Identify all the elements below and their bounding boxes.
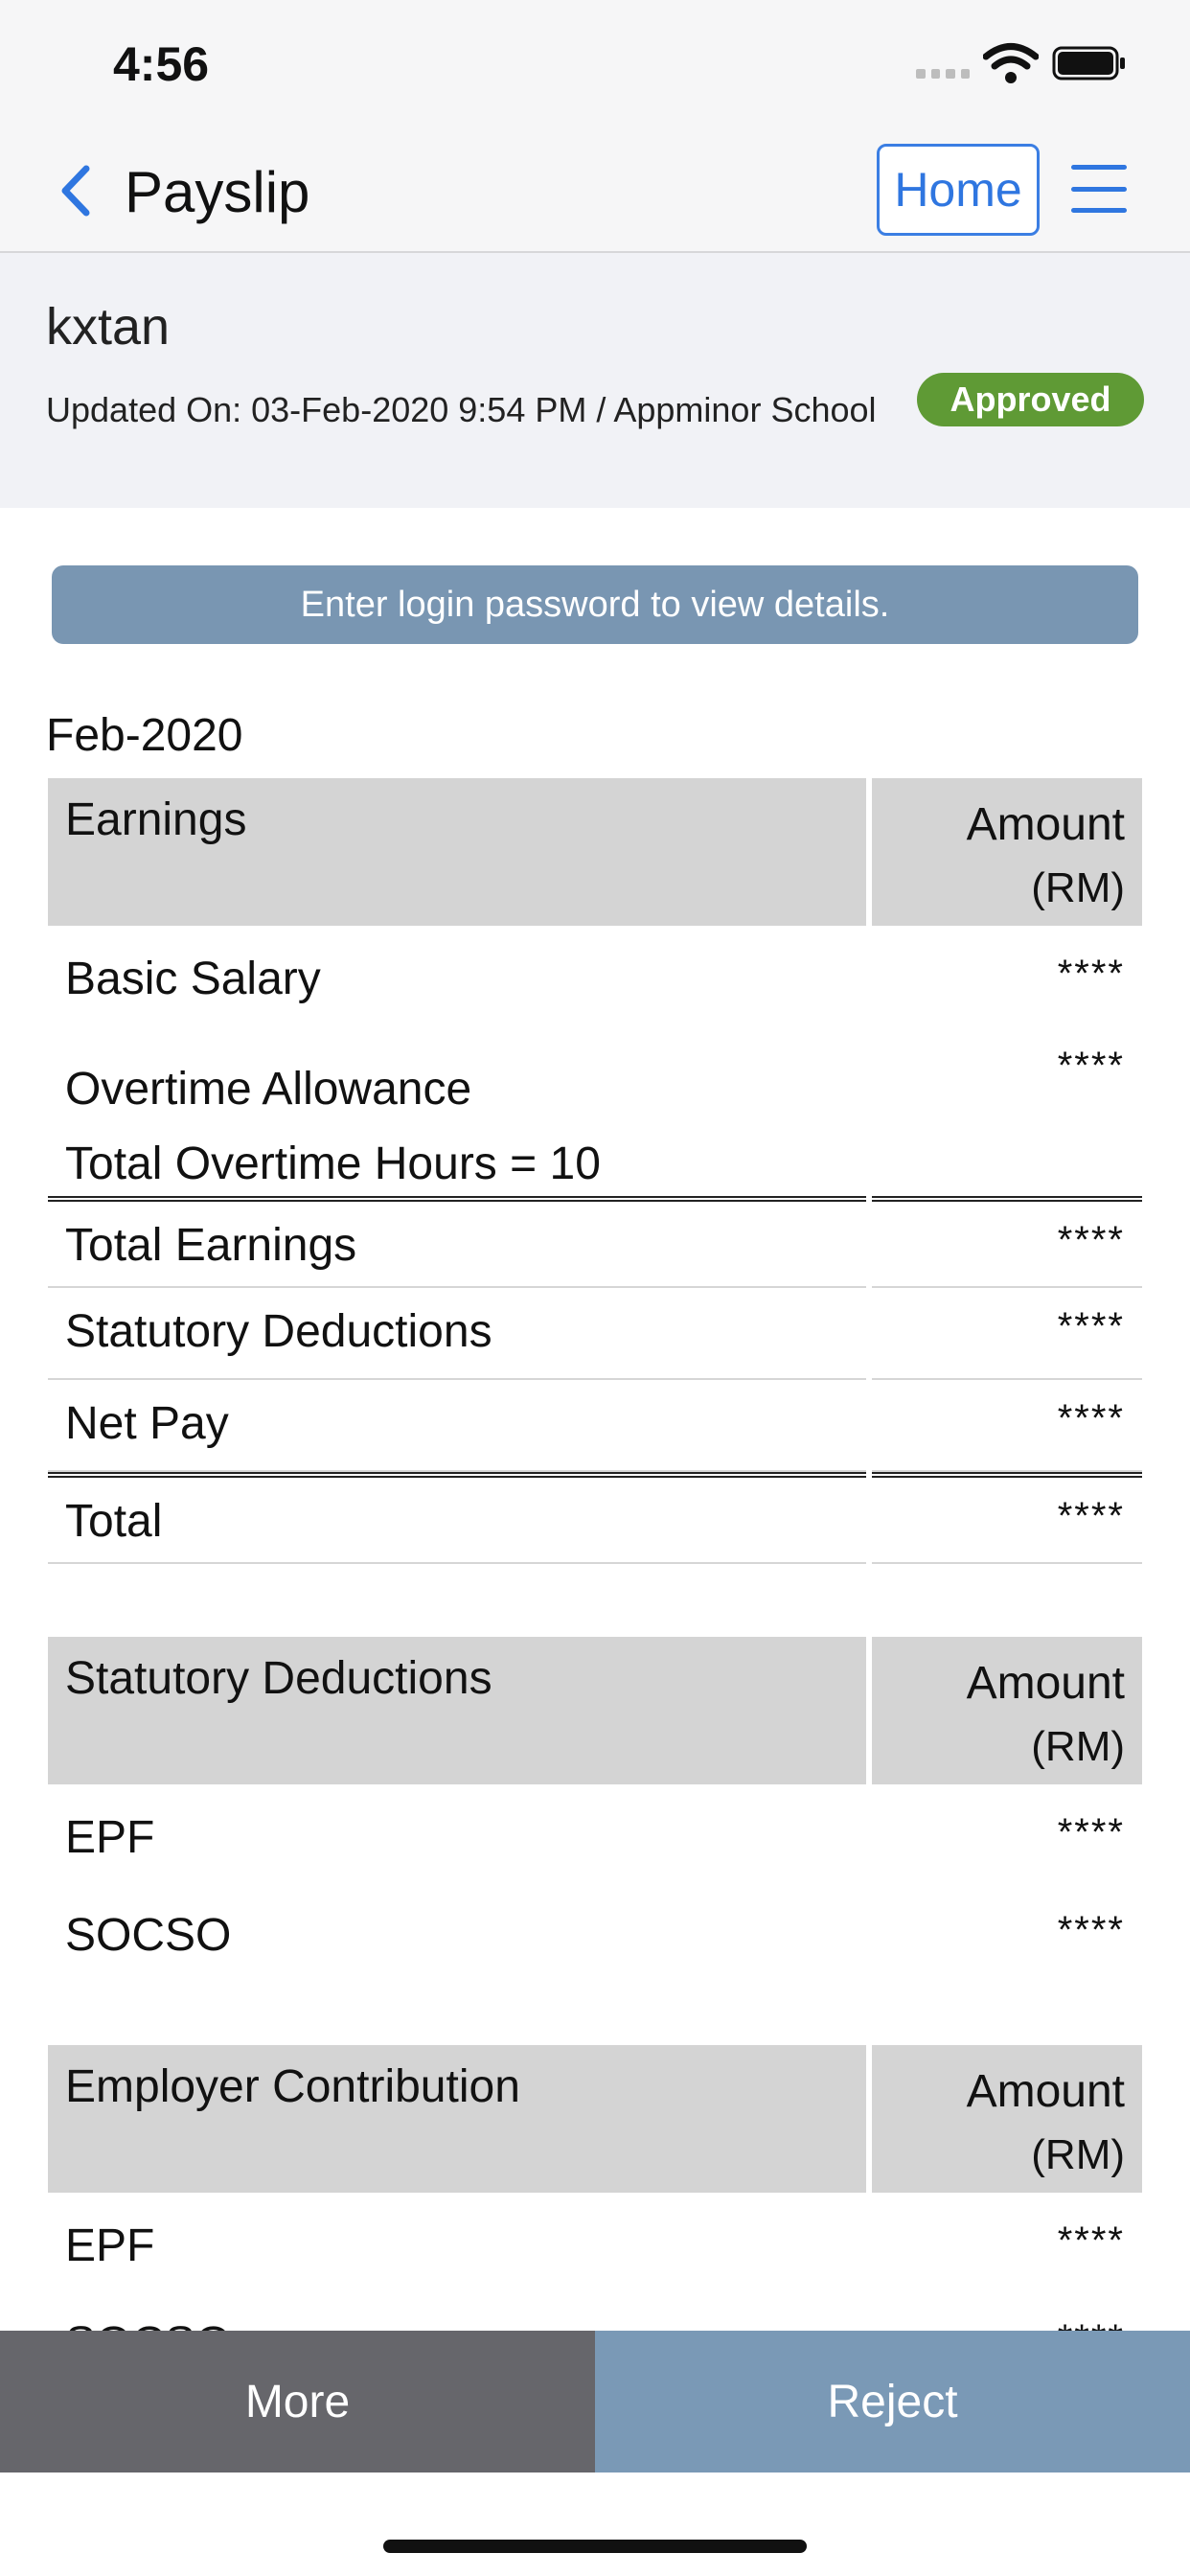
row-amount: **** [872,1380,1142,1472]
login-password-banner[interactable]: Enter login password to view details. [52,565,1138,644]
chevron-left-icon[interactable] [59,165,92,217]
hamburger-icon[interactable] [1071,165,1127,213]
payslip-period: Feb-2020 [46,710,243,761]
row-label-group [48,1024,866,1196]
row-amount: **** [1057,953,1125,995]
row-label: EPF [65,1812,155,1863]
row-amount: **** [1057,1045,1125,1087]
employer-table-header [48,2045,1142,2193]
amount-header-unit: (RM) [1031,864,1125,911]
row-label: Overtime Allowance [65,1064,472,1115]
table-row [48,1784,1142,1882]
home-indicator-area [0,2472,1190,2576]
employer-header-label: Employer Contribution [48,2045,866,2193]
amount-header [872,2045,1142,2193]
row-amount: **** [1057,2220,1125,2262]
row-label: EPF [65,2220,155,2271]
earnings-table [48,778,1142,1564]
deductions-header-label: Statutory Deductions [48,1637,866,1784]
row-label: SOCSO [65,1910,232,1961]
row-label: Net Pay [48,1380,866,1472]
table-row [48,1380,1142,1472]
row-label: Basic Salary [65,954,321,1004]
table-row [48,1472,1142,1564]
wifi-icon [983,42,1039,84]
row-sub-label: Total Overtime Hours = 10 [65,1138,601,1189]
earnings-table-header [48,778,1142,926]
status-time: 4:56 [113,37,210,91]
table-row [48,1196,1142,1288]
battery-icon [1052,46,1127,80]
payslip-info-panel [0,253,1190,508]
amount-header-label: Amount [966,2066,1125,2117]
cellular-signal-icon [916,67,970,80]
table-row [48,1024,1142,1196]
row-label: Total [48,1472,866,1564]
row-amount: **** [1057,1811,1125,1853]
earnings-header-label: Earnings [48,778,866,926]
table-row [48,1882,1142,1980]
amount-header [872,1637,1142,1784]
row-label: Total Earnings [48,1196,866,1288]
row-amount: **** [872,1472,1142,1564]
more-button[interactable]: More [0,2331,595,2472]
amount-header-label: Amount [966,1658,1125,1709]
navigation-bar [0,126,1190,253]
row-amount: **** [872,1288,1142,1380]
amount-header-unit: (RM) [1031,2131,1125,2178]
amount-header-label: Amount [966,799,1125,850]
row-amount: **** [1057,1909,1125,1951]
updated-on-text: Updated On: 03-Feb-2020 9:54 PM / Appminor School [46,390,877,429]
reject-button[interactable]: Reject [595,2331,1190,2472]
row-amount: **** [872,1196,1142,1288]
table-row [48,926,1142,1024]
deductions-table-header [48,1637,1142,1784]
user-name: kxtan [46,298,171,356]
status-bar [0,0,1190,126]
page-title: Payslip [125,160,310,224]
bottom-action-bar [0,2331,1190,2472]
status-badge: Approved [917,373,1144,426]
home-button[interactable]: Home [877,144,1040,236]
row-label: Statutory Deductions [48,1288,866,1380]
amount-header-unit: (RM) [1031,1723,1125,1770]
home-indicator[interactable] [383,2540,807,2553]
statutory-deductions-table [48,1637,1142,1980]
amount-header [872,778,1142,926]
table-row [48,2193,1142,2290]
table-row [48,1288,1142,1380]
